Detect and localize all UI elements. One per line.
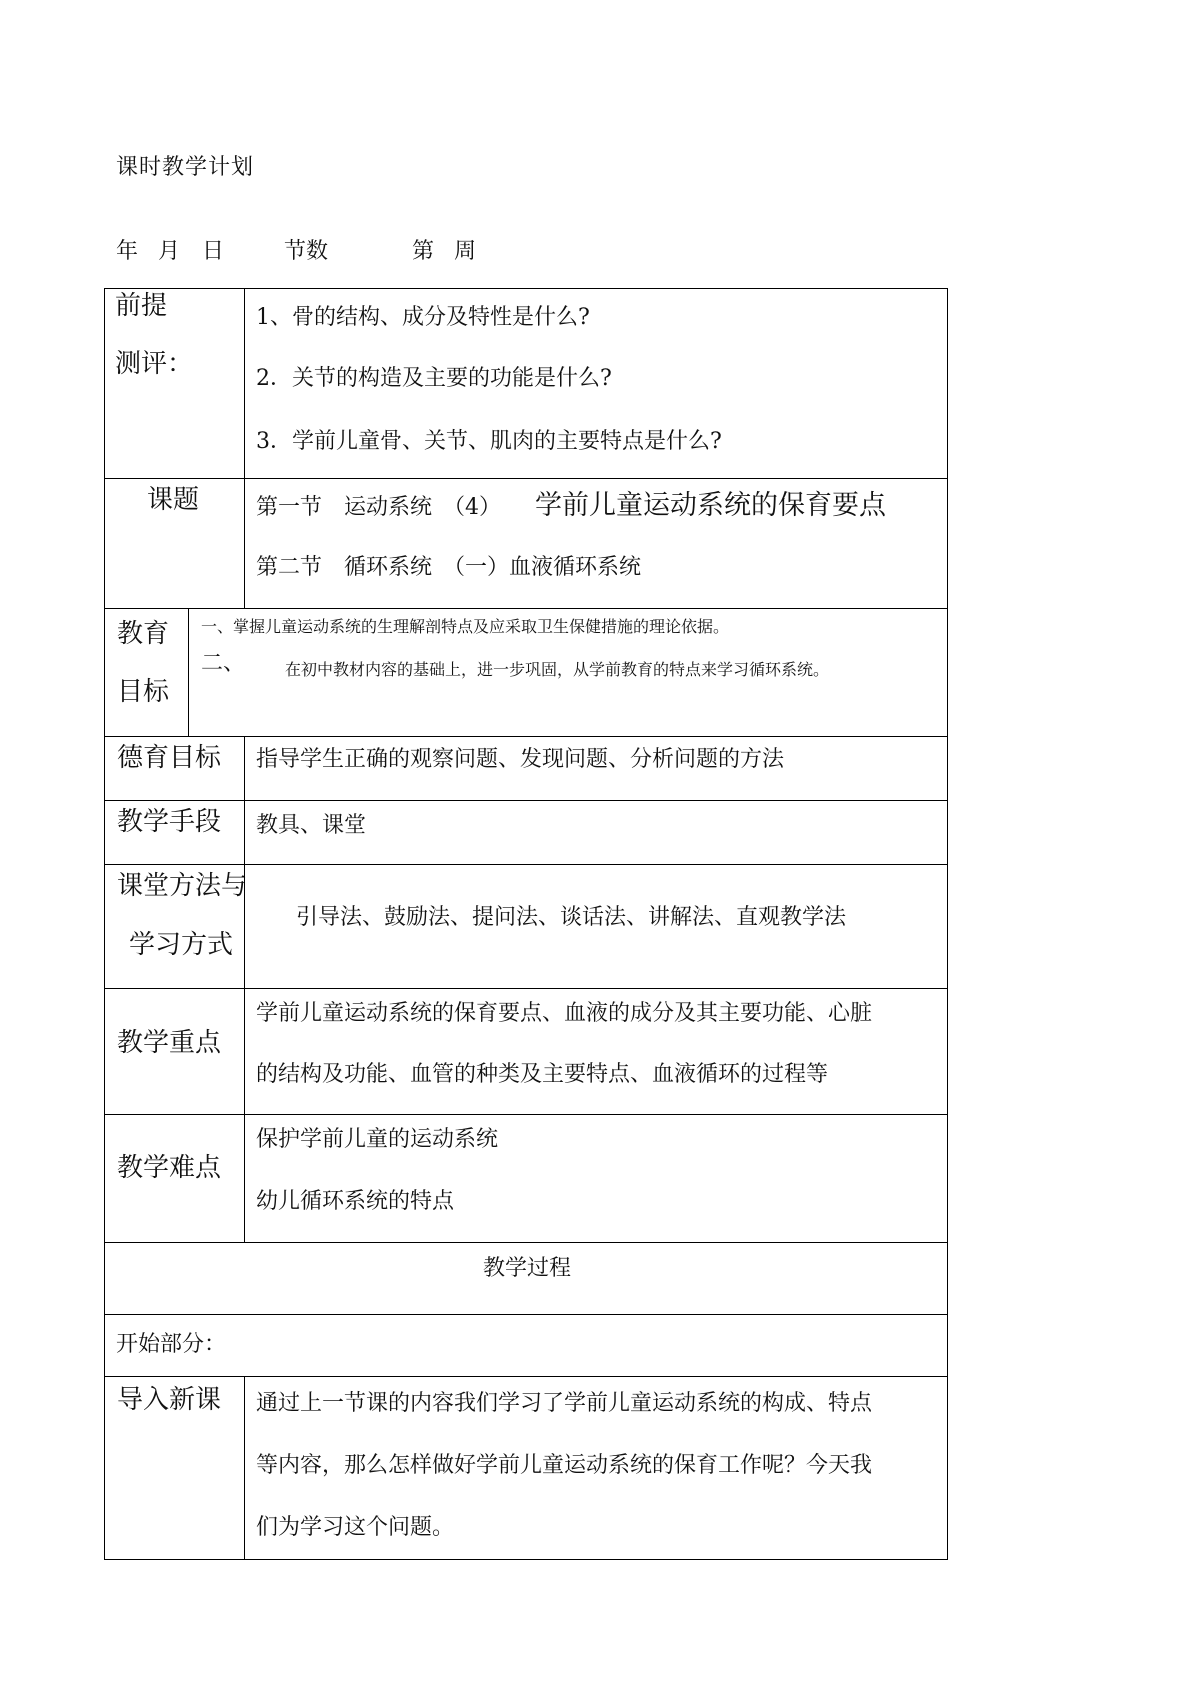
- intro-label: 导入新课: [117, 1385, 222, 1415]
- week-prefix-label: 第: [412, 239, 435, 264]
- prereq-label-cell: [104, 288, 245, 479]
- moral-text: 指导学生正确的观察问题、发现问题、分析问题的方法: [256, 747, 785, 772]
- method-label-cell: [104, 864, 248, 989]
- goals-label-line1: 教育: [117, 619, 170, 649]
- moral-content-cell: [244, 736, 948, 801]
- intro-line2: 等内容，那么怎样做好学前儿童运动系统的保育工作呢？今天我: [256, 1453, 873, 1478]
- topic-line1-main: 学前儿童运动系统的保育要点: [535, 490, 886, 521]
- key-points-line2: 的结构及功能、血管的种类及主要特点、血液循环的过程等: [256, 1062, 829, 1087]
- goals-label-cell: [104, 608, 189, 737]
- goals-label-line2: 目标: [117, 677, 170, 707]
- prereq-content-cell: [244, 288, 948, 479]
- date-day-label: 日: [202, 239, 225, 264]
- difficulties-label-cell: [104, 1114, 245, 1243]
- prereq-label-line1: 前提: [115, 291, 168, 321]
- topic-content-cell: [244, 478, 948, 609]
- prereq-label-line2: 测评：: [115, 349, 194, 379]
- date-month-label: 月: [158, 239, 181, 264]
- method-label-line2: 学习方式: [129, 930, 234, 960]
- intro-content-cell: [244, 1376, 948, 1560]
- topic-line2: 第二节 循环系统 （一）血液循环系统: [256, 555, 642, 580]
- date-year-label: 年: [116, 239, 139, 264]
- means-label-cell: [104, 800, 245, 865]
- process-header-cell: [104, 1242, 948, 1315]
- goals-item-2-marker: 二、: [201, 651, 246, 676]
- moral-label-cell: [104, 736, 245, 801]
- goals-item-1: 一、掌握儿童运动系统的生理解剖特点及应采取卫生保健措施的理论依据。: [201, 617, 730, 636]
- means-content-cell: [244, 800, 948, 865]
- means-label: 教学手段: [117, 807, 222, 837]
- method-label-line1: 课堂方法与: [117, 871, 248, 901]
- start-section-label: 开始部分：: [116, 1332, 227, 1357]
- prereq-item-1: 1、骨的结构、成分及特性是什么?: [256, 305, 590, 330]
- method-text: 引导法、鼓励法、提问法、谈话法、讲解法、直观教学法: [296, 905, 847, 930]
- lesson-plan-table: [104, 288, 948, 1560]
- prereq-item-2: 2．关节的构造及主要的功能是什么?: [256, 366, 612, 391]
- intro-line1: 通过上一节课的内容我们学习了学前儿童运动系统的构成、特点: [256, 1391, 873, 1416]
- intro-line3: 们为学习这个问题。: [256, 1515, 455, 1540]
- moral-label: 德育目标: [117, 743, 222, 773]
- key-points-content-cell: [244, 988, 948, 1115]
- process-label: 教学过程: [482, 1256, 571, 1281]
- key-points-line1: 学前儿童运动系统的保育要点、血液的成分及其主要功能、心脏: [256, 1001, 873, 1026]
- key-points-label: 教学重点: [117, 1028, 222, 1058]
- week-suffix-label: 周: [454, 239, 477, 264]
- prereq-item-3: 3．学前儿童骨、关节、肌肉的主要特点是什么?: [256, 429, 722, 454]
- topic-label-cell: [104, 478, 245, 609]
- intro-label-cell: [104, 1376, 245, 1560]
- means-text: 教具、课堂: [256, 813, 367, 838]
- topic-line1-prefix: 第一节 运动系统 （4）: [256, 495, 501, 520]
- difficulties-line1: 保护学前儿童的运动系统: [256, 1127, 499, 1152]
- goals-content-cell: [188, 608, 948, 737]
- period-label: 节数: [284, 239, 329, 264]
- method-content-cell: [244, 864, 948, 989]
- difficulties-label: 教学难点: [117, 1153, 222, 1183]
- difficulties-content-cell: [244, 1114, 948, 1243]
- topic-label: 课题: [147, 485, 200, 515]
- key-points-label-cell: [104, 988, 245, 1115]
- page-title: 课时教学计划: [116, 155, 255, 180]
- goals-item-2-text: 在初中教材内容的基础上，进一步巩固，从学前教育的特点来学习循环系统。: [285, 660, 830, 679]
- difficulties-line2: 幼儿循环系统的特点: [256, 1189, 455, 1214]
- start-section-cell: [104, 1314, 948, 1377]
